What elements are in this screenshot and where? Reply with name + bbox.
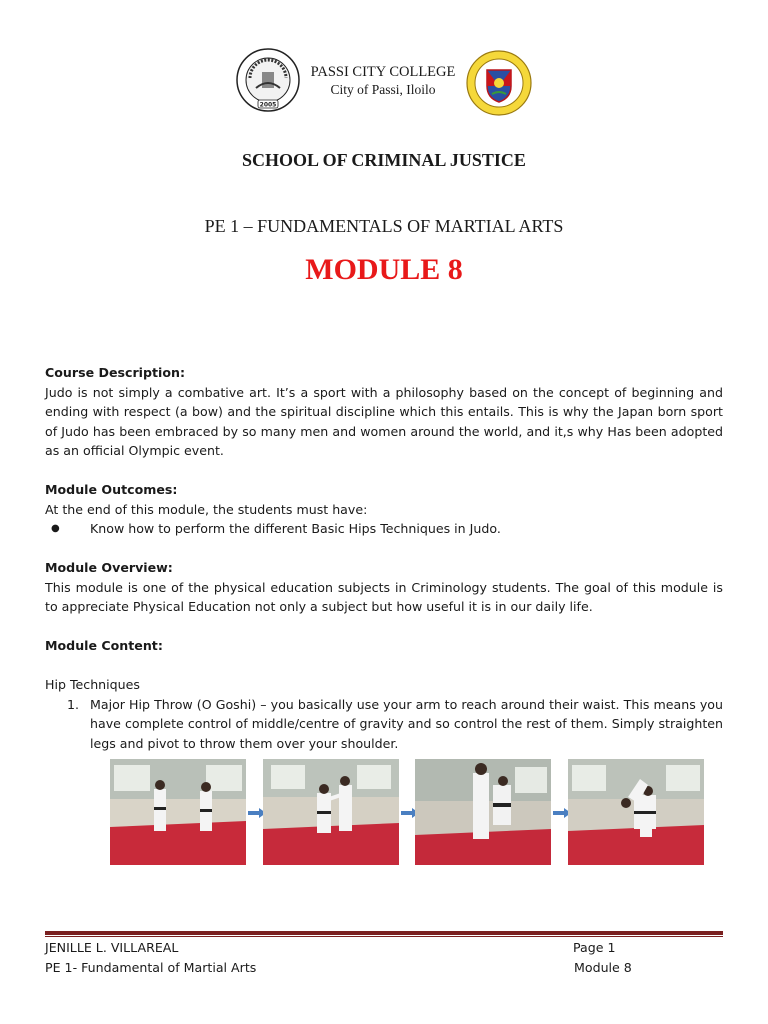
college-seal-logo xyxy=(236,48,300,112)
photo-step-4 xyxy=(568,759,704,865)
module-body xyxy=(45,363,723,753)
footer-divider-thin xyxy=(45,936,723,937)
module-overview-text: This module is one of the physical education subjects in Criminology students. The goal of this module is to appreciate Physical Education not only a subject but how useful it is in our daily life. xyxy=(45,579,723,614)
svg-text:2005: 2005 xyxy=(259,101,277,109)
item-number: 1. xyxy=(67,696,80,712)
technique-text: Major Hip Throw (O Goshi) – you basically use your arm to reach around their waist. This means you have complete control of middle/centre of gravity and so control the rest of them. Simply straighten legs and pivot to throw them over your shoulder. xyxy=(90,696,723,751)
photo-step-2 xyxy=(263,759,399,865)
module-outcomes-intro: At the end of this module, the students must have: xyxy=(45,501,368,517)
footer-divider xyxy=(45,931,723,935)
city-seal-logo xyxy=(466,50,532,116)
footer-module: Module 8 xyxy=(574,960,632,975)
outcome-list-item xyxy=(45,519,723,539)
footer-author: JENILLE L. VILLAREAL xyxy=(45,940,179,955)
technique-list-item xyxy=(45,695,723,754)
bullet-icon: ● xyxy=(51,523,60,534)
course-description-text: Judo is not simply a combative art. It’s a sport with a philosophy based on the concept of beginning and ending with respect (a bow) and the spiritual discipline which this entails. This is why the Japan born sport of Judo has been embraced by so many men and women around the world, and it,s why Has been adopted as an official Olympic event. xyxy=(45,384,723,458)
college-city: City of Passi, Iloilo xyxy=(330,82,436,97)
course-title: PE 1 – FUNDAMENTALS OF MARTIAL ARTS xyxy=(204,216,564,236)
photo-step-3 xyxy=(415,759,551,865)
footer-page-number: Page 1 xyxy=(573,940,616,955)
module-overview-heading: Module Overview: xyxy=(45,560,173,575)
footer-course: PE 1- Fundamental of Martial Arts xyxy=(45,960,257,975)
outcome-text: Know how to perform the different Basic Hips Techniques in Judo. xyxy=(90,521,501,536)
module-content-heading: Module Content: xyxy=(45,638,163,653)
hip-techniques-subheading: Hip Techniques xyxy=(45,677,140,692)
school-title: SCHOOL OF CRIMINAL JUSTICE xyxy=(242,150,526,170)
technique-photo-strip xyxy=(110,759,706,865)
module-title: MODULE 8 xyxy=(305,253,463,286)
module-outcomes-heading: Module Outcomes: xyxy=(45,482,178,497)
course-description-heading: Course Description: xyxy=(45,365,185,380)
photo-step-1 xyxy=(110,759,246,865)
college-name: PASSI CITY COLLEGE xyxy=(310,64,456,80)
college-header xyxy=(303,64,463,98)
